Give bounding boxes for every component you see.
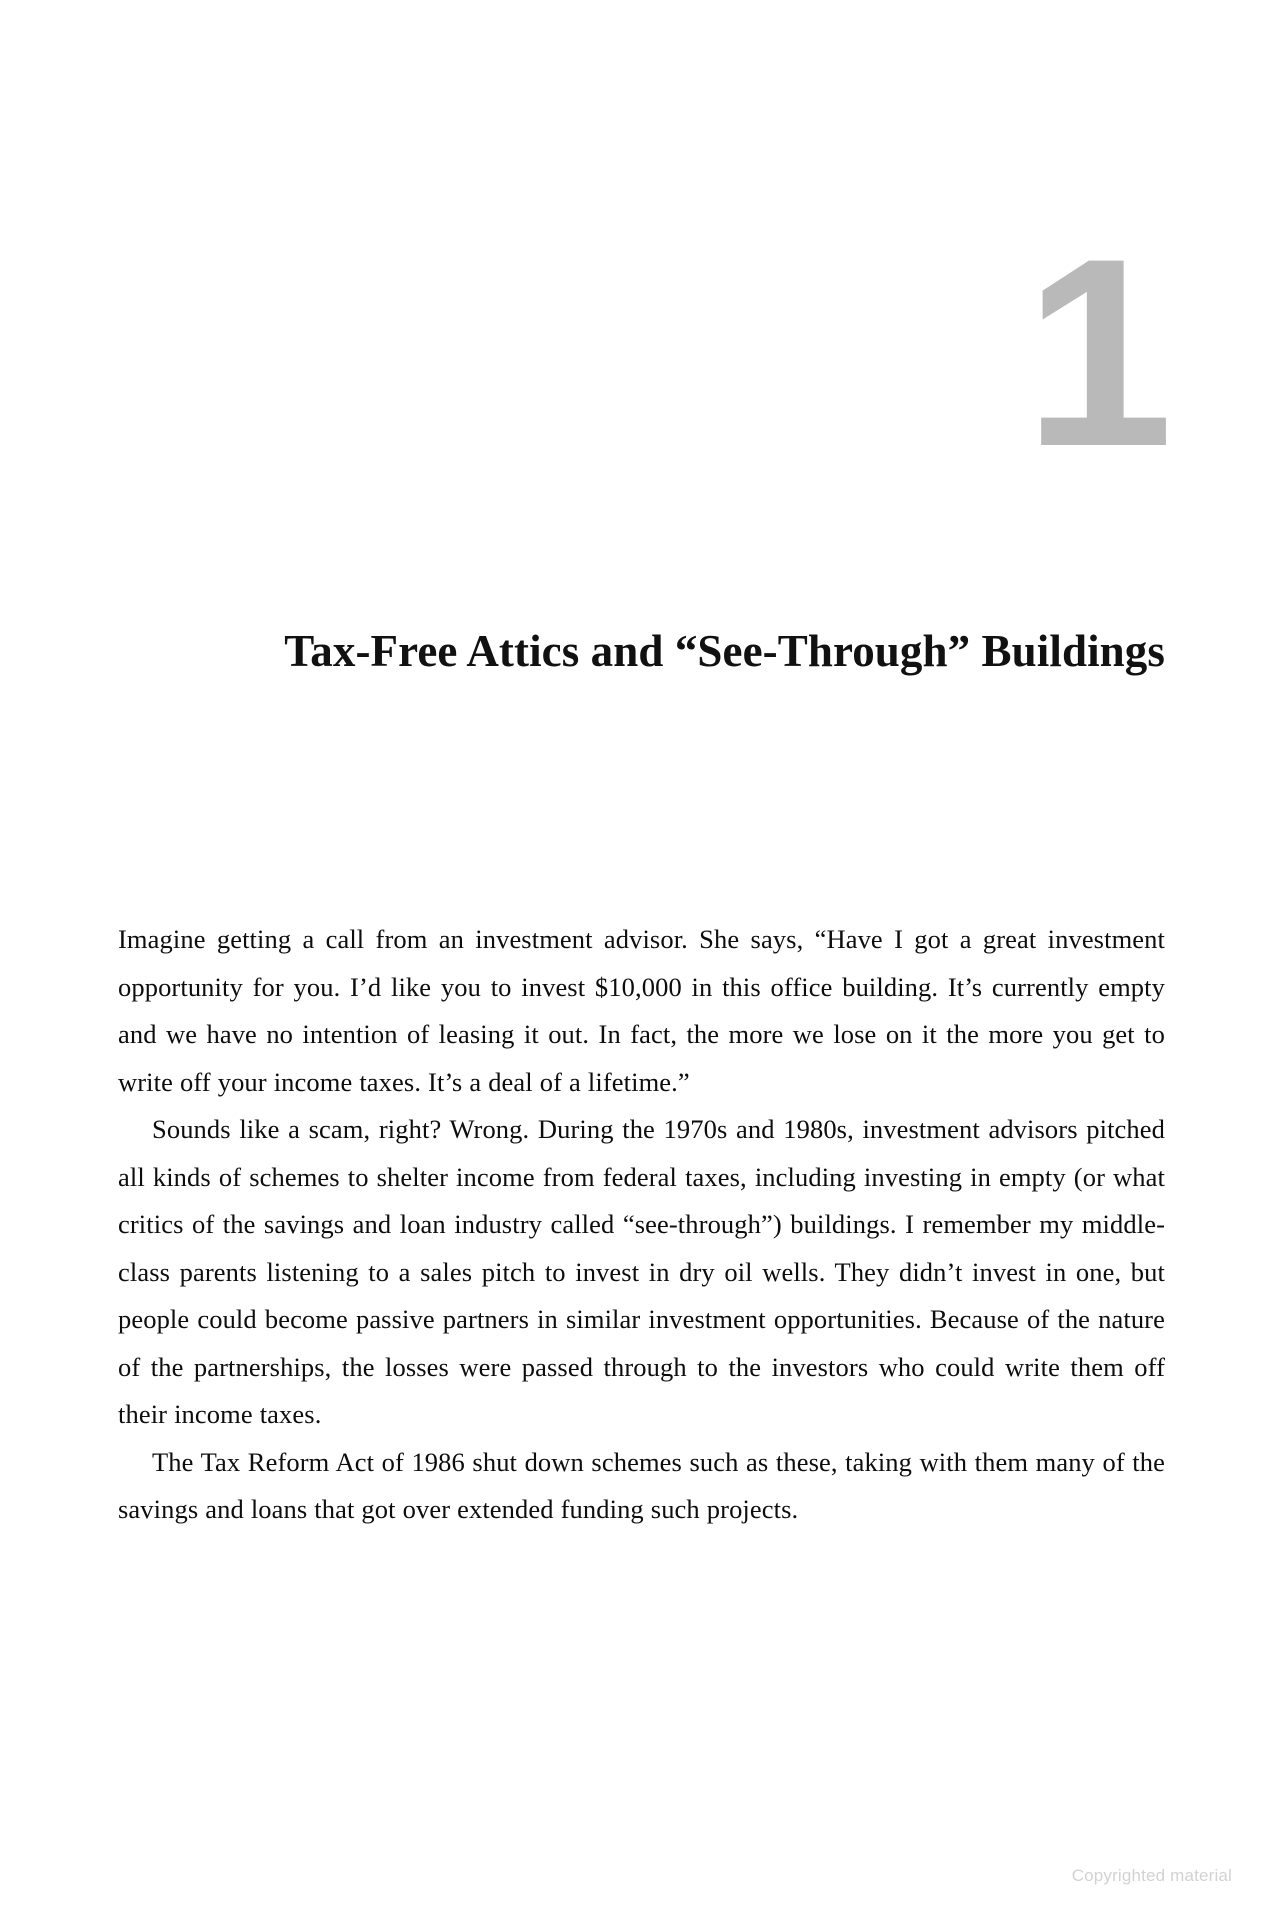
body-paragraph-3: The Tax Reform Act of 1986 shut down schemes such as these, taking with them many of the savings and loans that got over extended funding such projects. xyxy=(118,1446,1165,1524)
copyright-notice: Copyrighted material xyxy=(1071,1866,1232,1885)
body-paragraph-2: Sounds like a scam, right? Wrong. During the 1970s and 1980s, investment advisors pitched all kinds of schemes to shelter income from federal taxes, including investing in empty (or what critics of the savings and loan industry called “see-through”) buildings. I remember my middle-class parents listening to a sales pitch to invest in dry oil wells. They didn’t invest in one, but people could become passive partners in similar investment opportunities. Because of the nature of the partnerships, the losses were passed through to the investors who could write them off their income taxes. xyxy=(118,1114,1165,1429)
body-paragraph-1: Imagine getting a call from an investment advisor. She says, “Have I got a great investment opportunity for you. I’d like you to invest $10,000 in this office building. It’s currently empty and we have no intention of leasing it out. In fact, the more we lose on it the more you get to write off your income taxes. It’s a deal of a lifetime.” xyxy=(118,924,1165,1097)
body-text xyxy=(118,916,1165,1534)
page-title: Tax-Free Attics and “See-Through” Buildings xyxy=(284,626,1165,677)
chapter-number: 1 xyxy=(1024,202,1168,502)
